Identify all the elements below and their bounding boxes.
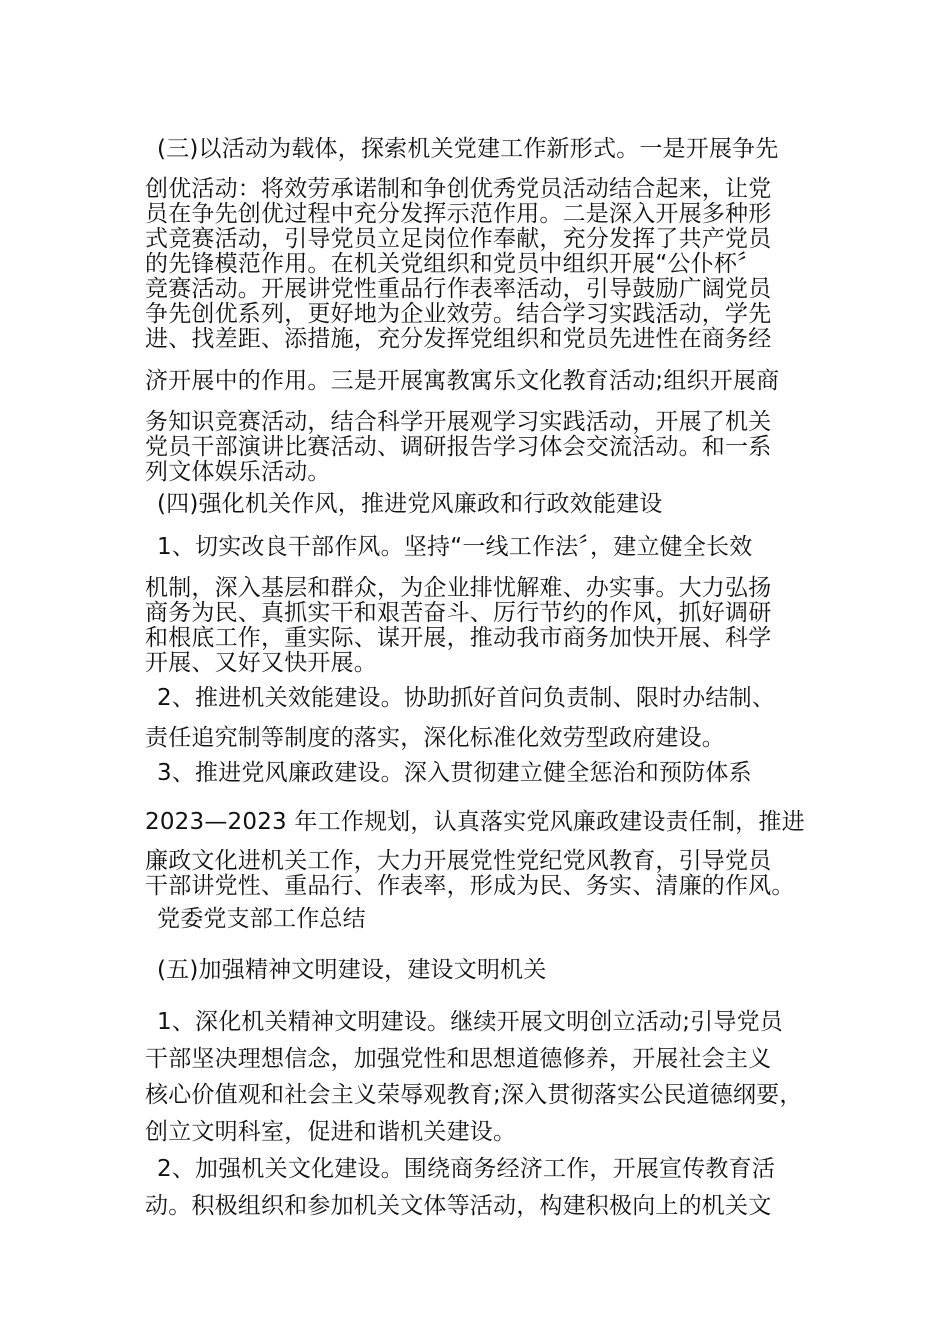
text-line: (三)以活动为载体，探索机关党建工作新形式。一是开展争先 bbox=[157, 136, 779, 162]
section-heading: 党委党支部工作总结 bbox=[157, 906, 366, 932]
text-line: 创优活动：将效劳承诺制和争创优秀党员活动结合起来，让党 bbox=[145, 176, 772, 202]
text-line: 务知识竞赛活动，结合科学开展观学习实践活动，开展了机关 bbox=[145, 409, 772, 435]
text-line: 干部坚决理想信念，加强党性和思想道德修养，开展社会主义 bbox=[145, 1046, 772, 1072]
text-line: 竞赛活动。开展讲党性重品行作表率活动，引导鼓励广阔党员 bbox=[145, 276, 772, 302]
text-line: 式竞赛活动，引导党员立足岗位作奉献，充分发挥了共产党员 bbox=[145, 226, 772, 252]
text-line: 员在争先创优过程中充分发挥示范作用。二是深入开展多种形 bbox=[145, 201, 772, 227]
text-line: 争先创优系列，更好地为企业效劳。结合学习实践活动，学先 bbox=[145, 301, 772, 327]
text-line: 干部讲党性、重品行、作表率，形成为民、务实、清廉的作风。 bbox=[145, 873, 795, 899]
text-line: 责任追究制等制度的落实，深化标准化效劳型政府建设。 bbox=[145, 725, 725, 751]
text-line: 2、加强机关文化建设。围绕商务经济工作，开展宣传教育活 bbox=[157, 1156, 776, 1182]
section-heading: (五)加强精神文明建设，建设文明机关 bbox=[157, 957, 547, 983]
text-line: 党员干部演讲比赛活动、调研报告学习体会交流活动。和一系 bbox=[145, 434, 772, 460]
text-line: 1、切实改良干部作风。坚持“一线工作法〞，建立健全长效 bbox=[157, 534, 753, 560]
text-line: 济开展中的作用。三是开展寓教寓乐文化教育活动;组织开展商 bbox=[145, 368, 780, 394]
text-line: 廉政文化进机关工作，大力开展党性党纪党风教育，引导党员 bbox=[145, 848, 772, 874]
text-line: 2023—2023 年工作规划，认真落实党风廉政建设责任制，推进 bbox=[145, 809, 805, 835]
text-line: 2、推进机关效能建设。协助抓好首问负责制、限时办结制、 bbox=[157, 685, 776, 711]
text-line: 创立文明科室，促进和谐机关建设。 bbox=[145, 1119, 517, 1145]
text-line: 1、深化机关精神文明建设。继续开展文明创立活动;引导党员 bbox=[157, 1009, 783, 1035]
text-line: 进、找差距、添措施，充分发挥党组织和党员先进性在商务经 bbox=[145, 326, 772, 352]
text-line: 开展、又好又快开展。 bbox=[145, 650, 377, 676]
section-heading: (四)强化机关作风，推进党风廉政和行政效能建设 bbox=[157, 491, 663, 517]
text-line: 和根底工作，重实际、谋开展，推动我市商务加快开展、科学 bbox=[145, 625, 772, 651]
text-line: 动。积极组织和参加机关文体等活动，构建积极向上的机关文 bbox=[145, 1193, 772, 1219]
text-line: 的先锋模范作用。在机关党组织和党员中组织开展“公仆杯〞 bbox=[145, 251, 761, 277]
text-line: 商务为民、真抓实干和艰苦奋斗、厉行节约的作风，抓好调研 bbox=[145, 600, 772, 626]
text-line: 核心价值观和社会主义荣辱观教育;深入贯彻落实公民道德纲要， bbox=[145, 1082, 803, 1108]
text-line: 机制，深入基层和群众，为企业排忧解难、办实事。大力弘扬 bbox=[145, 575, 772, 601]
text-line: 列文体娱乐活动。 bbox=[145, 459, 331, 485]
text-line: 3、推进党风廉政建设。深入贯彻建立健全惩治和预防体系 bbox=[157, 760, 752, 786]
